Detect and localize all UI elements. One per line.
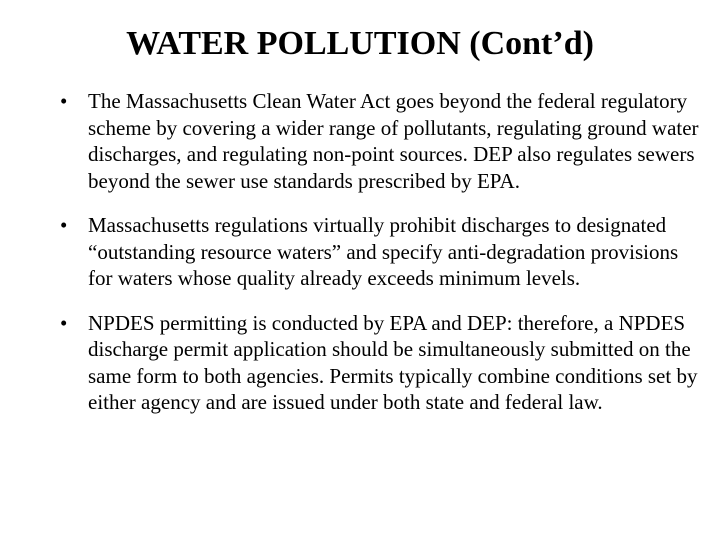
- bullet-text: Massachusetts regulations virtually prohibit discharges to designated “outstanding resource waters” and specify anti-degradation provisions for waters whose quality already exceeds minimum levels.: [88, 213, 679, 290]
- bullet-marker: •: [60, 89, 68, 113]
- bullet-list: [60, 88, 700, 416]
- bullet-text: The Massachusetts Clean Water Act goes beyond the federal regulatory scheme by covering a wider range of pollutants, regulating ground water discharges, and regulating non-point sources. DEP also regulates sewers beyond the sewer use standards prescribed by EPA.: [88, 89, 699, 193]
- slide-title: WATER POLLUTION (Cont’d): [126, 25, 594, 62]
- bullet-item: [60, 212, 700, 292]
- bullet-marker: •: [60, 310, 68, 335]
- bullet-item: [60, 310, 700, 416]
- bullet-marker: •: [60, 213, 68, 237]
- bullet-text: NPDES permitting is conducted by EPA and DEP: therefore, a NPDES discharge permit application should be simultaneously submitted on the same form to both agencies. Permits typically combine conditions set by either agency and are issued under both state and federal law.: [88, 310, 698, 414]
- bullet-item: [60, 88, 700, 194]
